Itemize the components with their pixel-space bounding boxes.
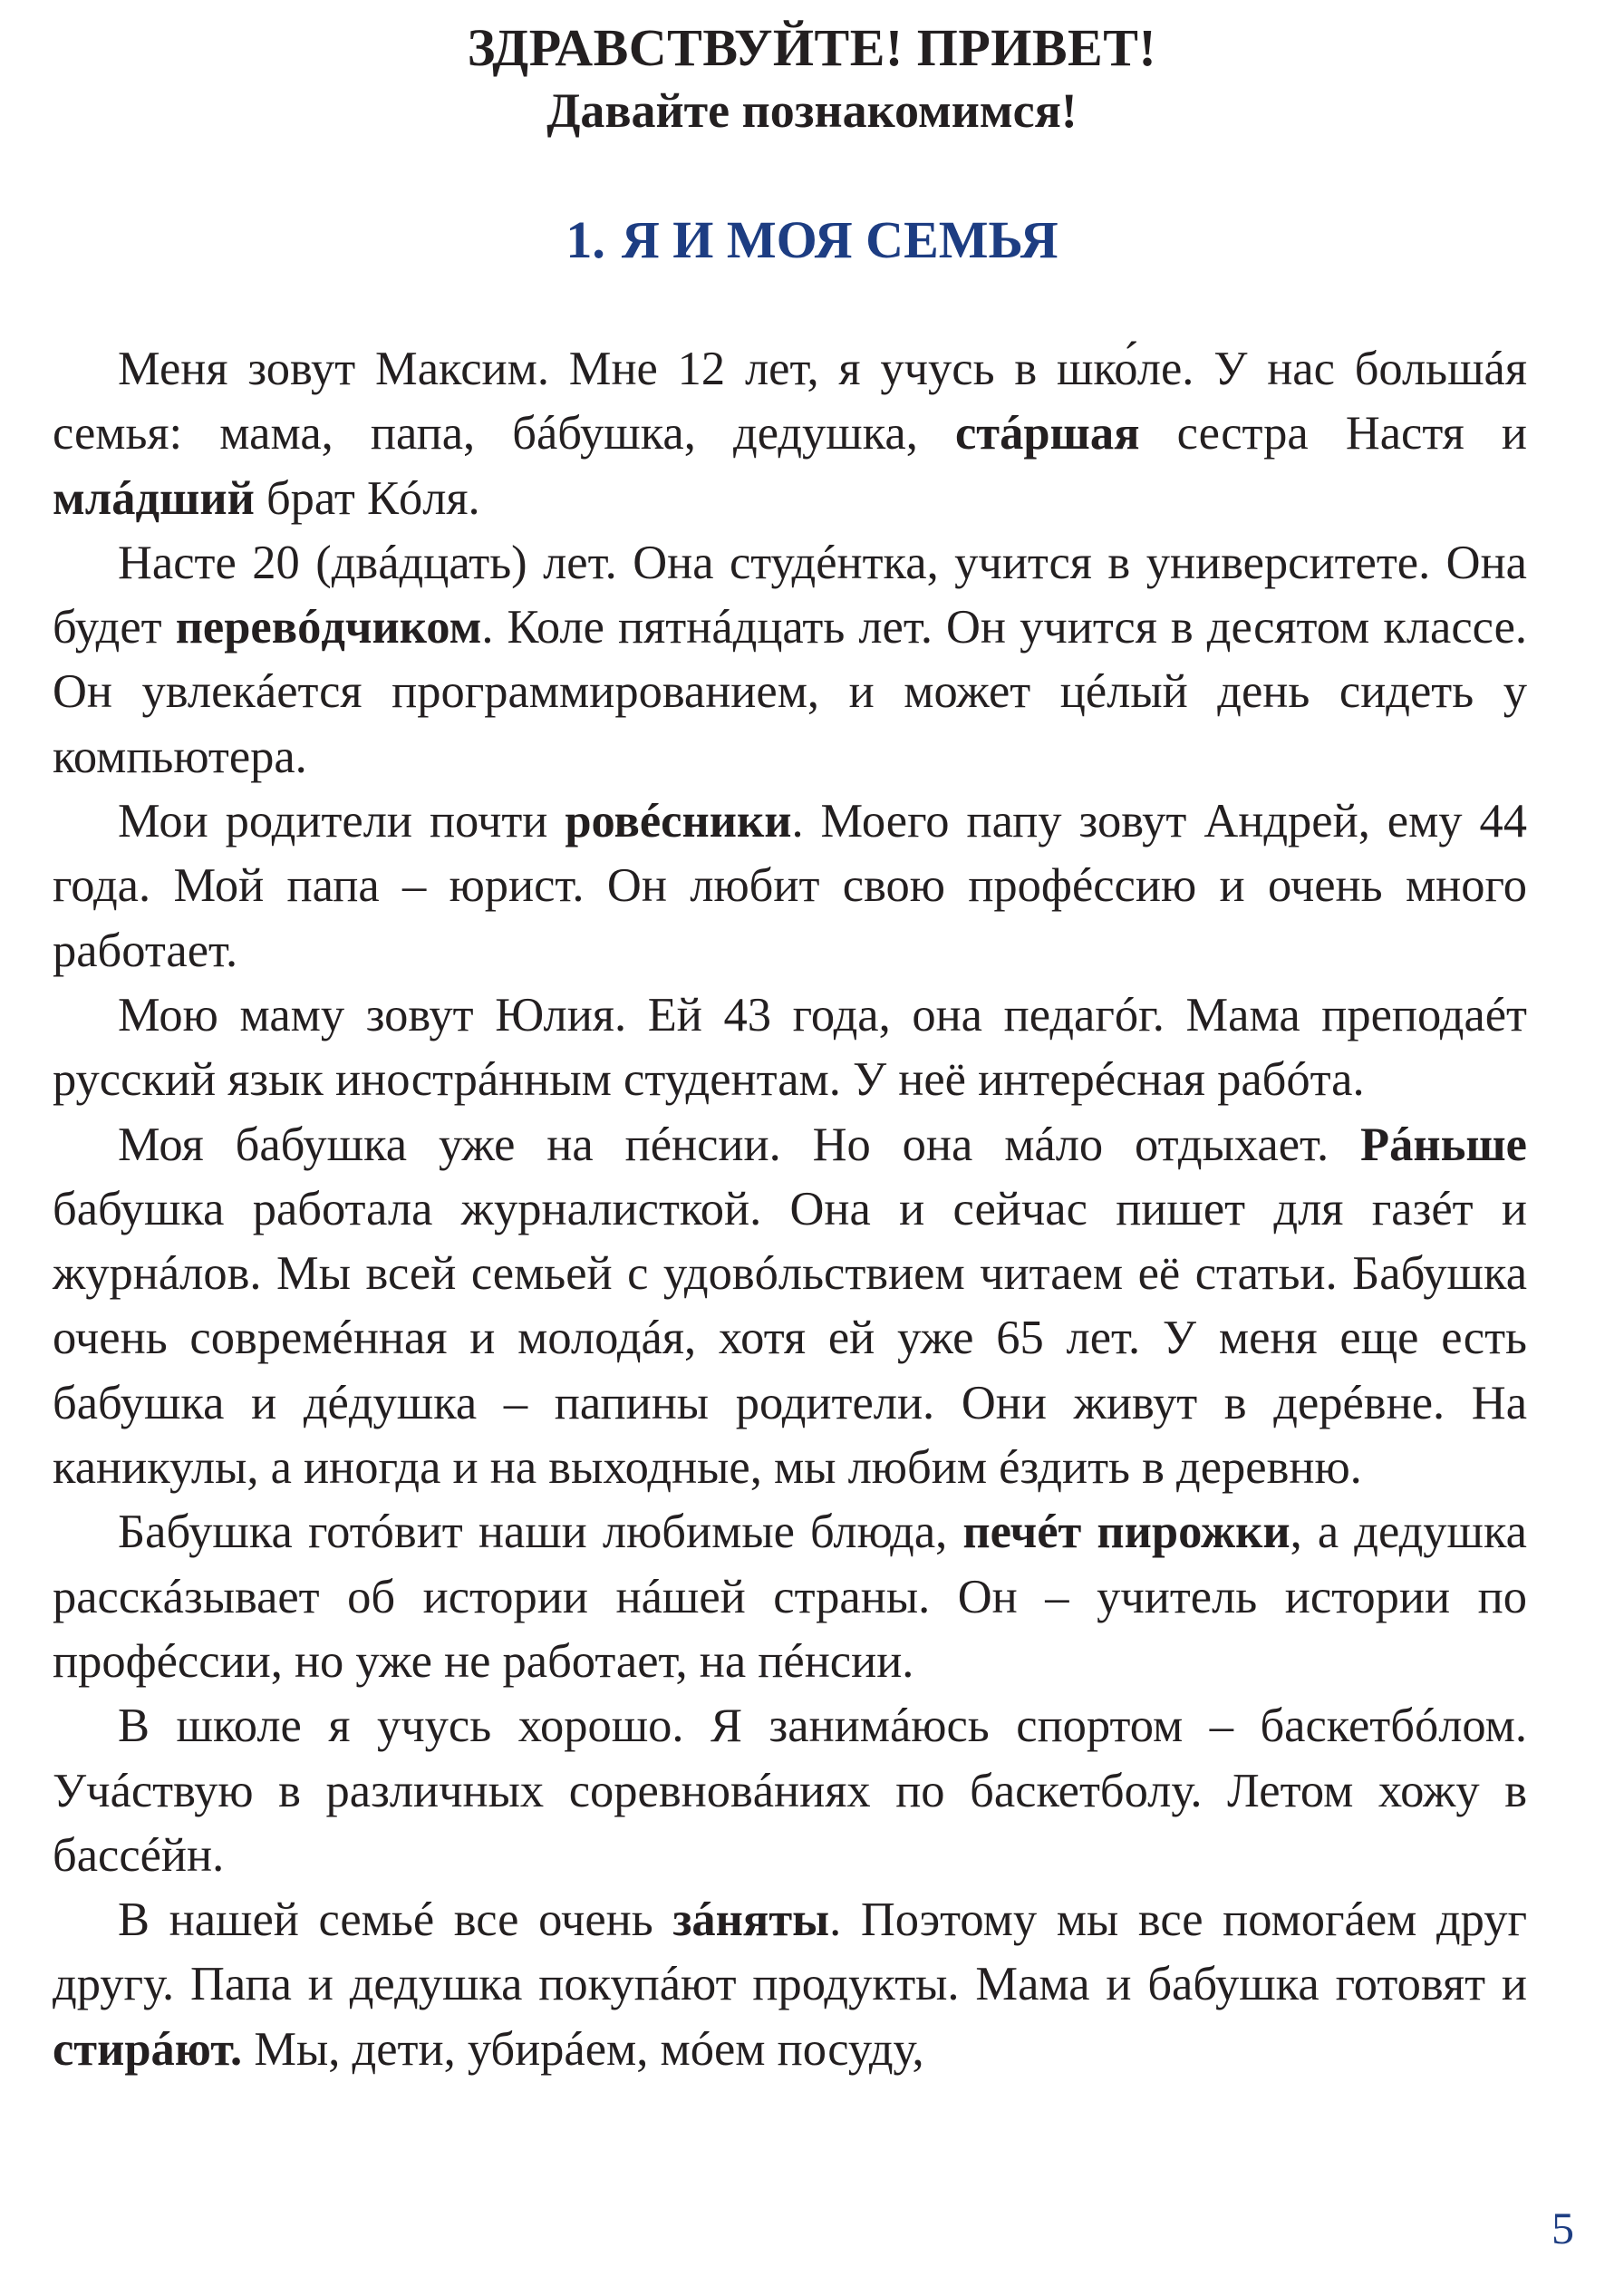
text-run: . Моего папу зовут Андрей, ему 44 года. Мой папа – юрист. Он любит свою профéссию и очень много работает. xyxy=(53,795,1528,977)
paragraph xyxy=(53,531,1527,789)
paragraph xyxy=(53,337,1527,531)
text-run: брат Кóля. xyxy=(254,471,480,525)
text-run: Бабушка готóвит наши любимые блюда, xyxy=(118,1506,963,1559)
text-run: Мою маму зовут Юлия. Ей 43 года, она педагóг. Мама преподаéт русский язык инострáнным студентам. У неё интерéсная рабóта. xyxy=(53,988,1527,1107)
text-run: Насте 20 (двáдцать) лет. Она студéнтка, учится в университете. Она будет xyxy=(53,536,1527,654)
paragraph xyxy=(53,789,1527,983)
text-run: Мои родители почти xyxy=(118,795,566,848)
bold-term: Рáньше xyxy=(1360,1118,1527,1171)
chapter-number: 1. xyxy=(566,210,605,269)
chapter-title-text: Я И МОЯ СЕМЬЯ xyxy=(621,210,1058,269)
text-run: сестра Настя и xyxy=(1139,407,1527,460)
bold-term: млáдший xyxy=(53,471,255,525)
main-text xyxy=(53,337,1527,2082)
paragraph xyxy=(53,1888,1527,2082)
text-run: . Коле пятнáдцать лет. Он учится в десятом классе. Он увлекáется программированием, и может цéлый день сидеть у компьютера. xyxy=(53,601,1527,783)
page-number: 5 xyxy=(1552,2203,1574,2253)
bold-term: зáняты xyxy=(672,1893,830,1947)
text-run: , а дедушка расскáзывает об истории нáшей страны. Он – учитель истории по профéссии, но уже не работает, на пéнсии. xyxy=(53,1506,1527,1688)
paragraph xyxy=(53,1113,1527,1501)
text-run: Моя бабушка уже на пéнсии. Но она мáло отдыхает. xyxy=(118,1118,1361,1171)
chapter-title xyxy=(0,210,1624,270)
paragraph xyxy=(53,1500,1527,1694)
paragraph xyxy=(53,983,1527,1113)
bold-term: стáршая xyxy=(955,407,1140,460)
text-run: Мы, дети, убирáем, мóем посуду, xyxy=(242,2022,924,2076)
text-run: В школе я учусь хорошо. Я занимáюсь спортом – баскетбóлом. Учáствую в различных соревновáниях по баскетболу. Летом хожу в бассéйн. xyxy=(53,1700,1527,1882)
text-run: бабушка работала журналисткой. Она и сейчас пишет для газéт и журнáлов. Мы всей семьей с удовóльствием читаем её статьи. Бабушка очень совремéнная и молодáя, хотя ей уже 65 лет. У меня еще есть бабушка и дéдушка – папины родители. Они живут в дерéвне. На каникулы, а иногда и на выходные, мы любим éздить в деревню. xyxy=(53,1182,1527,1495)
bold-term: печéт пирожки xyxy=(962,1506,1290,1559)
paragraph xyxy=(53,1694,1527,1888)
text-run: В нашей семьé все очень xyxy=(118,1893,673,1947)
greeting-heading: ЗДРАВСТВУЙТЕ! ПРИВЕТ! xyxy=(467,18,1157,77)
text-run: Меня зовут Максим. Мне 12 лет, я учусь в шко́ле. У нас большáя семья: мама, папа, бáбушка, дедушка, xyxy=(53,343,1527,460)
subtitle-heading: Давайте познакомимся! xyxy=(546,83,1078,138)
bold-term: ровéсники xyxy=(565,795,792,848)
bold-term: перевóдчиком xyxy=(175,601,482,654)
bold-term: стирáют. xyxy=(53,2022,243,2076)
text-run: . Поэтому мы все помогáем друг другу. Папа и дедушка покупáют продукты. Мама и бабушка готовят и xyxy=(53,1893,1527,2011)
